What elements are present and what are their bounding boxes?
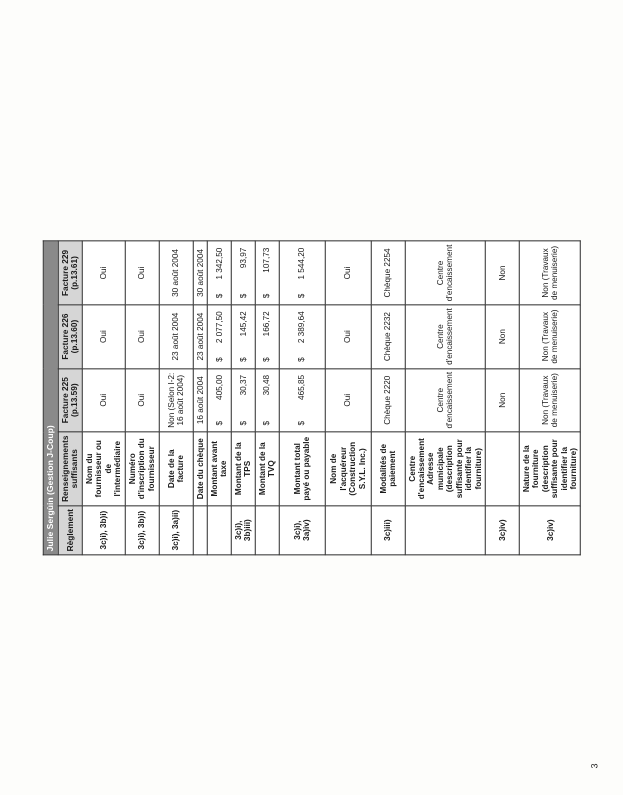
row-value-225: 16 août 2004 bbox=[192, 368, 206, 432]
currency-symbol: $ bbox=[296, 293, 306, 298]
table-row bbox=[192, 241, 206, 555]
row-reglement: 3c)iii) bbox=[370, 505, 404, 554]
row-label: Centre d'encaissement Adresse municipale (description suffisante pour identifier la fourniture) bbox=[404, 432, 484, 505]
row-value-229: Centre d'encaissement bbox=[404, 241, 484, 305]
row-value-229: Oui bbox=[82, 241, 125, 305]
row-value-229 bbox=[254, 241, 278, 305]
currency-symbol: $ bbox=[296, 356, 306, 362]
row-label: Nom de l'acquéreur (Construction S.Y.L. Inc.) bbox=[324, 432, 370, 505]
row-label: Date de la facture bbox=[158, 432, 192, 505]
amount: 2 389,64 bbox=[296, 310, 306, 343]
row-value-225 bbox=[207, 368, 231, 432]
row-label: Montant de la TPS bbox=[231, 432, 255, 505]
currency-symbol: $ bbox=[296, 420, 306, 426]
amount: 30,48 bbox=[261, 374, 271, 395]
row-value-226: Oui bbox=[324, 304, 370, 368]
row-value-229: Chèque 2254 bbox=[370, 241, 404, 305]
currency-symbol: $ bbox=[237, 293, 247, 298]
row-label: Nom du fournisseur ou de l'intermédiaire bbox=[82, 432, 125, 505]
amount: 465,85 bbox=[296, 374, 306, 400]
row-value-229: Non (Travaux de menuiserie) bbox=[519, 241, 581, 305]
currency-symbol: $ bbox=[261, 293, 271, 298]
page-number: 3 bbox=[589, 763, 600, 769]
row-value-225 bbox=[278, 368, 324, 432]
row-value-225: Non bbox=[485, 368, 519, 432]
row-value-225: Non (Travaux de menuiserie) bbox=[519, 368, 581, 432]
table-row bbox=[404, 241, 484, 555]
row-value-226: 23 août 2004 bbox=[158, 304, 192, 368]
header-facture-225: Facture 225 (p.13.59) bbox=[58, 368, 82, 432]
row-label: Montant avant taxe bbox=[207, 432, 231, 505]
invoice-verification-table bbox=[42, 240, 580, 555]
table-row bbox=[370, 241, 404, 555]
row-reglement bbox=[192, 505, 206, 554]
row-value-225: Chèque 2220 bbox=[370, 368, 404, 432]
row-value-226 bbox=[278, 304, 324, 368]
amount: 30,37 bbox=[237, 374, 247, 395]
row-value-225: Centre d'encaissement bbox=[404, 368, 484, 432]
row-value-225: Non (Selon I-2: 16 août 2004) bbox=[158, 368, 192, 432]
row-value-225: Oui bbox=[324, 368, 370, 432]
row-value-229: Oui bbox=[324, 241, 370, 305]
currency-symbol: $ bbox=[237, 420, 247, 426]
row-value-226: Oui bbox=[82, 304, 125, 368]
row-value-226 bbox=[231, 304, 255, 368]
table-row bbox=[124, 241, 158, 555]
row-label bbox=[485, 432, 519, 505]
table-title: Julie Sergùin (Gestion J-Coup) bbox=[43, 241, 58, 555]
amount: 1 544,20 bbox=[296, 247, 306, 280]
row-reglement bbox=[207, 505, 231, 554]
header-reglement: Règlement bbox=[58, 505, 82, 554]
currency-symbol: $ bbox=[261, 356, 271, 362]
table-row bbox=[158, 241, 192, 555]
row-label: Numéro d'inscription du fournisseur bbox=[124, 432, 158, 505]
row-value-229: 30 août 2004 bbox=[192, 241, 206, 305]
row-value-226: Non bbox=[485, 304, 519, 368]
row-value-225 bbox=[254, 368, 278, 432]
amount: 93,97 bbox=[237, 247, 247, 268]
row-reglement: 3c)iv) bbox=[519, 505, 581, 554]
table-header-row bbox=[58, 241, 82, 555]
row-label: Nature de la fourniture (description suffisante pour identifier la fourniture) bbox=[519, 432, 581, 505]
row-value-229: Non bbox=[485, 241, 519, 305]
amount: 145,42 bbox=[237, 310, 247, 336]
amount: 166,72 bbox=[261, 310, 271, 336]
amount: 405,00 bbox=[214, 374, 224, 400]
row-reglement: 3c)i), 3b)i) bbox=[124, 505, 158, 554]
currency-symbol: $ bbox=[261, 420, 271, 426]
row-value-226: Oui bbox=[124, 304, 158, 368]
row-value-226 bbox=[207, 304, 231, 368]
row-value-225: Oui bbox=[82, 368, 125, 432]
currency-symbol: $ bbox=[214, 420, 224, 426]
row-value-226 bbox=[254, 304, 278, 368]
row-value-229: Oui bbox=[124, 241, 158, 305]
row-label: Modalités de paiement bbox=[370, 432, 404, 505]
row-reglement: 3c)i), 3a)ii) bbox=[158, 505, 192, 554]
header-facture-226: Facture 226 (p.13.60) bbox=[58, 304, 82, 368]
header-facture-229: Facture 229 (p.13.61) bbox=[58, 241, 82, 305]
row-value-229 bbox=[207, 241, 231, 305]
table-row bbox=[278, 241, 324, 555]
table-row bbox=[231, 241, 255, 555]
row-value-226: Centre d'encaissement bbox=[404, 304, 484, 368]
header-renseignements: Renseignements suffisants bbox=[58, 432, 82, 505]
row-reglement bbox=[254, 505, 278, 554]
row-value-229: 30 août 2004 bbox=[158, 241, 192, 305]
table-row bbox=[324, 241, 370, 555]
table-row bbox=[207, 241, 231, 555]
row-value-226: 23 août 2004 bbox=[192, 304, 206, 368]
row-value-226: Non (Travaux de menuiserie) bbox=[519, 304, 581, 368]
currency-symbol: $ bbox=[214, 293, 224, 298]
row-value-229 bbox=[231, 241, 255, 305]
amount: 107,73 bbox=[261, 247, 271, 273]
row-reglement bbox=[324, 505, 370, 554]
table-row bbox=[519, 241, 581, 555]
row-value-229 bbox=[278, 241, 324, 305]
row-label: Montant total payé ou payable bbox=[278, 432, 324, 505]
currency-symbol: $ bbox=[214, 356, 224, 362]
row-reglement: 3c)iv) bbox=[485, 505, 519, 554]
amount: 2 077,50 bbox=[214, 310, 224, 343]
rotated-table-container bbox=[42, 240, 580, 555]
row-value-226: Chèque 2232 bbox=[370, 304, 404, 368]
row-value-225: Oui bbox=[124, 368, 158, 432]
row-label: Date du chèque bbox=[192, 432, 206, 505]
table-row bbox=[485, 241, 519, 555]
table-title-row bbox=[43, 241, 58, 555]
table-row bbox=[82, 241, 125, 555]
amount: 1 342,50 bbox=[214, 247, 224, 280]
row-reglement: 3c)i), 3b)i) bbox=[82, 505, 125, 554]
row-reglement: 3c)i), 3b)iii) bbox=[231, 505, 255, 554]
row-reglement bbox=[404, 505, 484, 554]
row-value-225 bbox=[231, 368, 255, 432]
row-reglement: 3c)i), 3a)iv) bbox=[278, 505, 324, 554]
currency-symbol: $ bbox=[237, 356, 247, 362]
row-label: Montant de la TVQ bbox=[254, 432, 278, 505]
table-row bbox=[254, 241, 278, 555]
